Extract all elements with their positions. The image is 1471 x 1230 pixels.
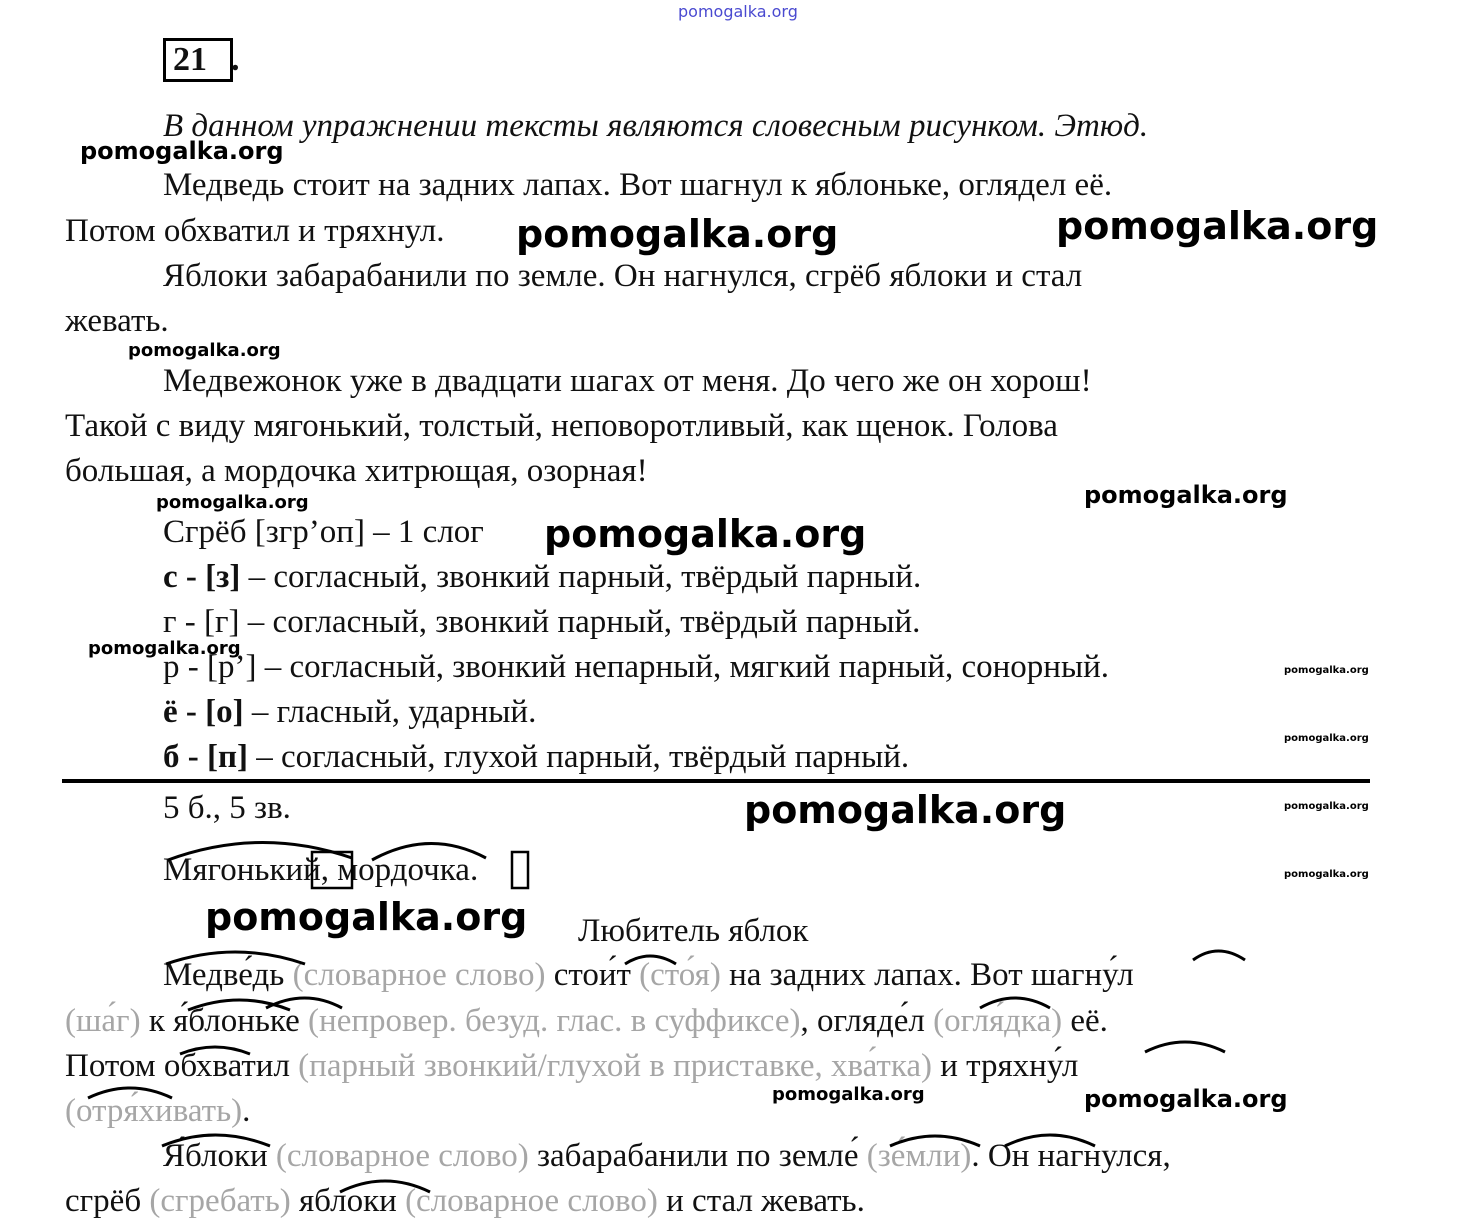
para1-line2: Потом обхватил и тряхнул.	[65, 213, 445, 249]
phonetic-letter: г - [г]	[163, 604, 240, 640]
analysis-note: (сто́я)	[630, 957, 730, 993]
watermark: pomogalka.org	[744, 788, 1067, 832]
analysis-word: Медве́дь	[163, 957, 285, 993]
root-arc	[1193, 951, 1245, 960]
analysis-text: . Он нагнулся,	[971, 1138, 1171, 1174]
phonetic-desc: – согласный, звонкий непарный, мягкий парный, сонорный.	[256, 649, 1110, 685]
analysis-note: (словарное слово)	[284, 957, 554, 993]
phonetics-heading: Сгрёб [згр’оп] – 1 слог	[163, 514, 484, 550]
header-watermark: pomogalka.org	[678, 2, 798, 21]
analysis-word: Потом обхватил	[65, 1048, 290, 1084]
phonetic-row	[163, 647, 1109, 687]
phonetic-letter: б - [п]	[163, 739, 248, 775]
phonetic-letter: р - [р’]	[163, 649, 257, 685]
analysis-line-4	[65, 1091, 250, 1131]
watermark: pomogalka.org	[1084, 481, 1288, 509]
watermark: pomogalka.org	[1284, 801, 1369, 812]
analysis-text: .	[242, 1093, 251, 1129]
watermark: pomogalka.org	[1284, 665, 1369, 676]
analysis-line-3	[65, 1046, 1078, 1086]
analysis-word: земле́	[778, 1138, 859, 1174]
analysis-word: к я́блоньке	[140, 1003, 300, 1039]
analysis-note: (ша́г)	[65, 1003, 141, 1039]
root-arc	[1145, 1042, 1225, 1052]
para2-line1: Яблоки забарабанили по земле. Он нагнулся, сгрёб яблоки и стал	[163, 258, 1083, 294]
analysis-word: сгрёб	[65, 1183, 142, 1219]
exercise-number: 21	[173, 41, 207, 78]
analysis-word: , огляде́л	[800, 1003, 925, 1039]
watermark: pomogalka.org	[1284, 869, 1369, 880]
watermark: pomogalka.org	[128, 340, 281, 361]
text-title: Любитель яблок	[578, 913, 809, 949]
phonetic-row	[163, 692, 536, 732]
phonetic-row	[163, 737, 909, 777]
analysis-line-5	[163, 1136, 1171, 1176]
analysis-text: на задних лапах. Вот	[729, 957, 1031, 993]
analysis-word: яблоки	[299, 1183, 397, 1219]
para2-line2: жевать.	[65, 303, 169, 339]
analysis-text: забарабанили по	[536, 1138, 779, 1174]
watermark: pomogalka.org	[156, 492, 309, 513]
analysis-line-1	[163, 955, 1134, 995]
watermark: pomogalka.org	[88, 638, 241, 659]
phonetic-letter: ё - [о]	[163, 694, 244, 730]
analysis-note: (парный звонкий/глухой в приставке, хва́тка)	[289, 1048, 933, 1084]
divider-line	[62, 779, 1370, 783]
analysis-note: (непровер. безуд. глас. в суффиксе)	[299, 1003, 801, 1039]
watermark: pomogalka.org	[1284, 733, 1369, 744]
watermark: pomogalka.org	[1056, 204, 1379, 248]
para3-line1: Медвежонок уже в двадцати шагах от меня. До чего же он хорош!	[163, 363, 1092, 399]
phonetic-row	[163, 602, 920, 642]
phonetic-letter: с - [з]	[163, 559, 241, 595]
watermark: pomogalka.org	[80, 137, 284, 165]
morpheme-analysis-line: Мягонький, мордочка.	[163, 852, 479, 888]
phonetic-row	[163, 557, 921, 597]
analysis-word: Я́блоки	[163, 1138, 268, 1174]
para3-line2: Такой с виду мягонький, толстый, неповоротливый, как щенок. Голова	[65, 408, 1058, 444]
exercise-dot: .	[231, 41, 240, 78]
para1-line1: Медведь стоит на задних лапах. Вот шагнул к яблоньке, оглядел её.	[163, 167, 1113, 203]
analysis-note: (отря́хивать)	[65, 1093, 243, 1129]
analysis-note: (сгребать)	[141, 1183, 299, 1219]
analysis-text: и стал жевать.	[666, 1183, 865, 1219]
phonetic-desc: – согласный, глухой парный, твёрдый парный.	[247, 739, 910, 775]
watermark: pomogalka.org	[516, 212, 839, 256]
analysis-word: шагну́л	[1030, 957, 1134, 993]
analysis-note: (зе́мли)	[858, 1138, 972, 1174]
analysis-note: (словарное слово)	[396, 1183, 667, 1219]
analysis-note: (словарное слово)	[267, 1138, 537, 1174]
watermark: pomogalka.org	[772, 1084, 925, 1105]
analysis-word: стои́т	[553, 957, 631, 993]
watermark: pomogalka.org	[544, 512, 867, 556]
analysis-text: её.	[1062, 1003, 1108, 1039]
analysis-line-6	[65, 1181, 865, 1221]
analysis-note: (огля́дка)	[924, 1003, 1063, 1039]
analysis-line-2	[65, 1001, 1108, 1041]
sound-letter-summary: 5 б., 5 зв.	[163, 790, 291, 826]
intro-text: В данном упражнении тексты являются словесным рисунком. Этюд.	[163, 108, 1149, 144]
watermark: pomogalka.org	[205, 895, 528, 939]
ending-box	[512, 852, 528, 888]
phonetic-desc: – согласный, звонкий парный, твёрдый парный.	[240, 559, 922, 595]
para3-line3: большая, а мордочка хитрющая, озорная!	[65, 453, 648, 489]
phonetic-desc: – гласный, ударный.	[243, 694, 537, 730]
watermark: pomogalka.org	[1084, 1085, 1288, 1113]
analysis-word: и тряхну́л	[932, 1048, 1079, 1084]
phonetic-desc: – согласный, звонкий парный, твёрдый парный.	[239, 604, 921, 640]
